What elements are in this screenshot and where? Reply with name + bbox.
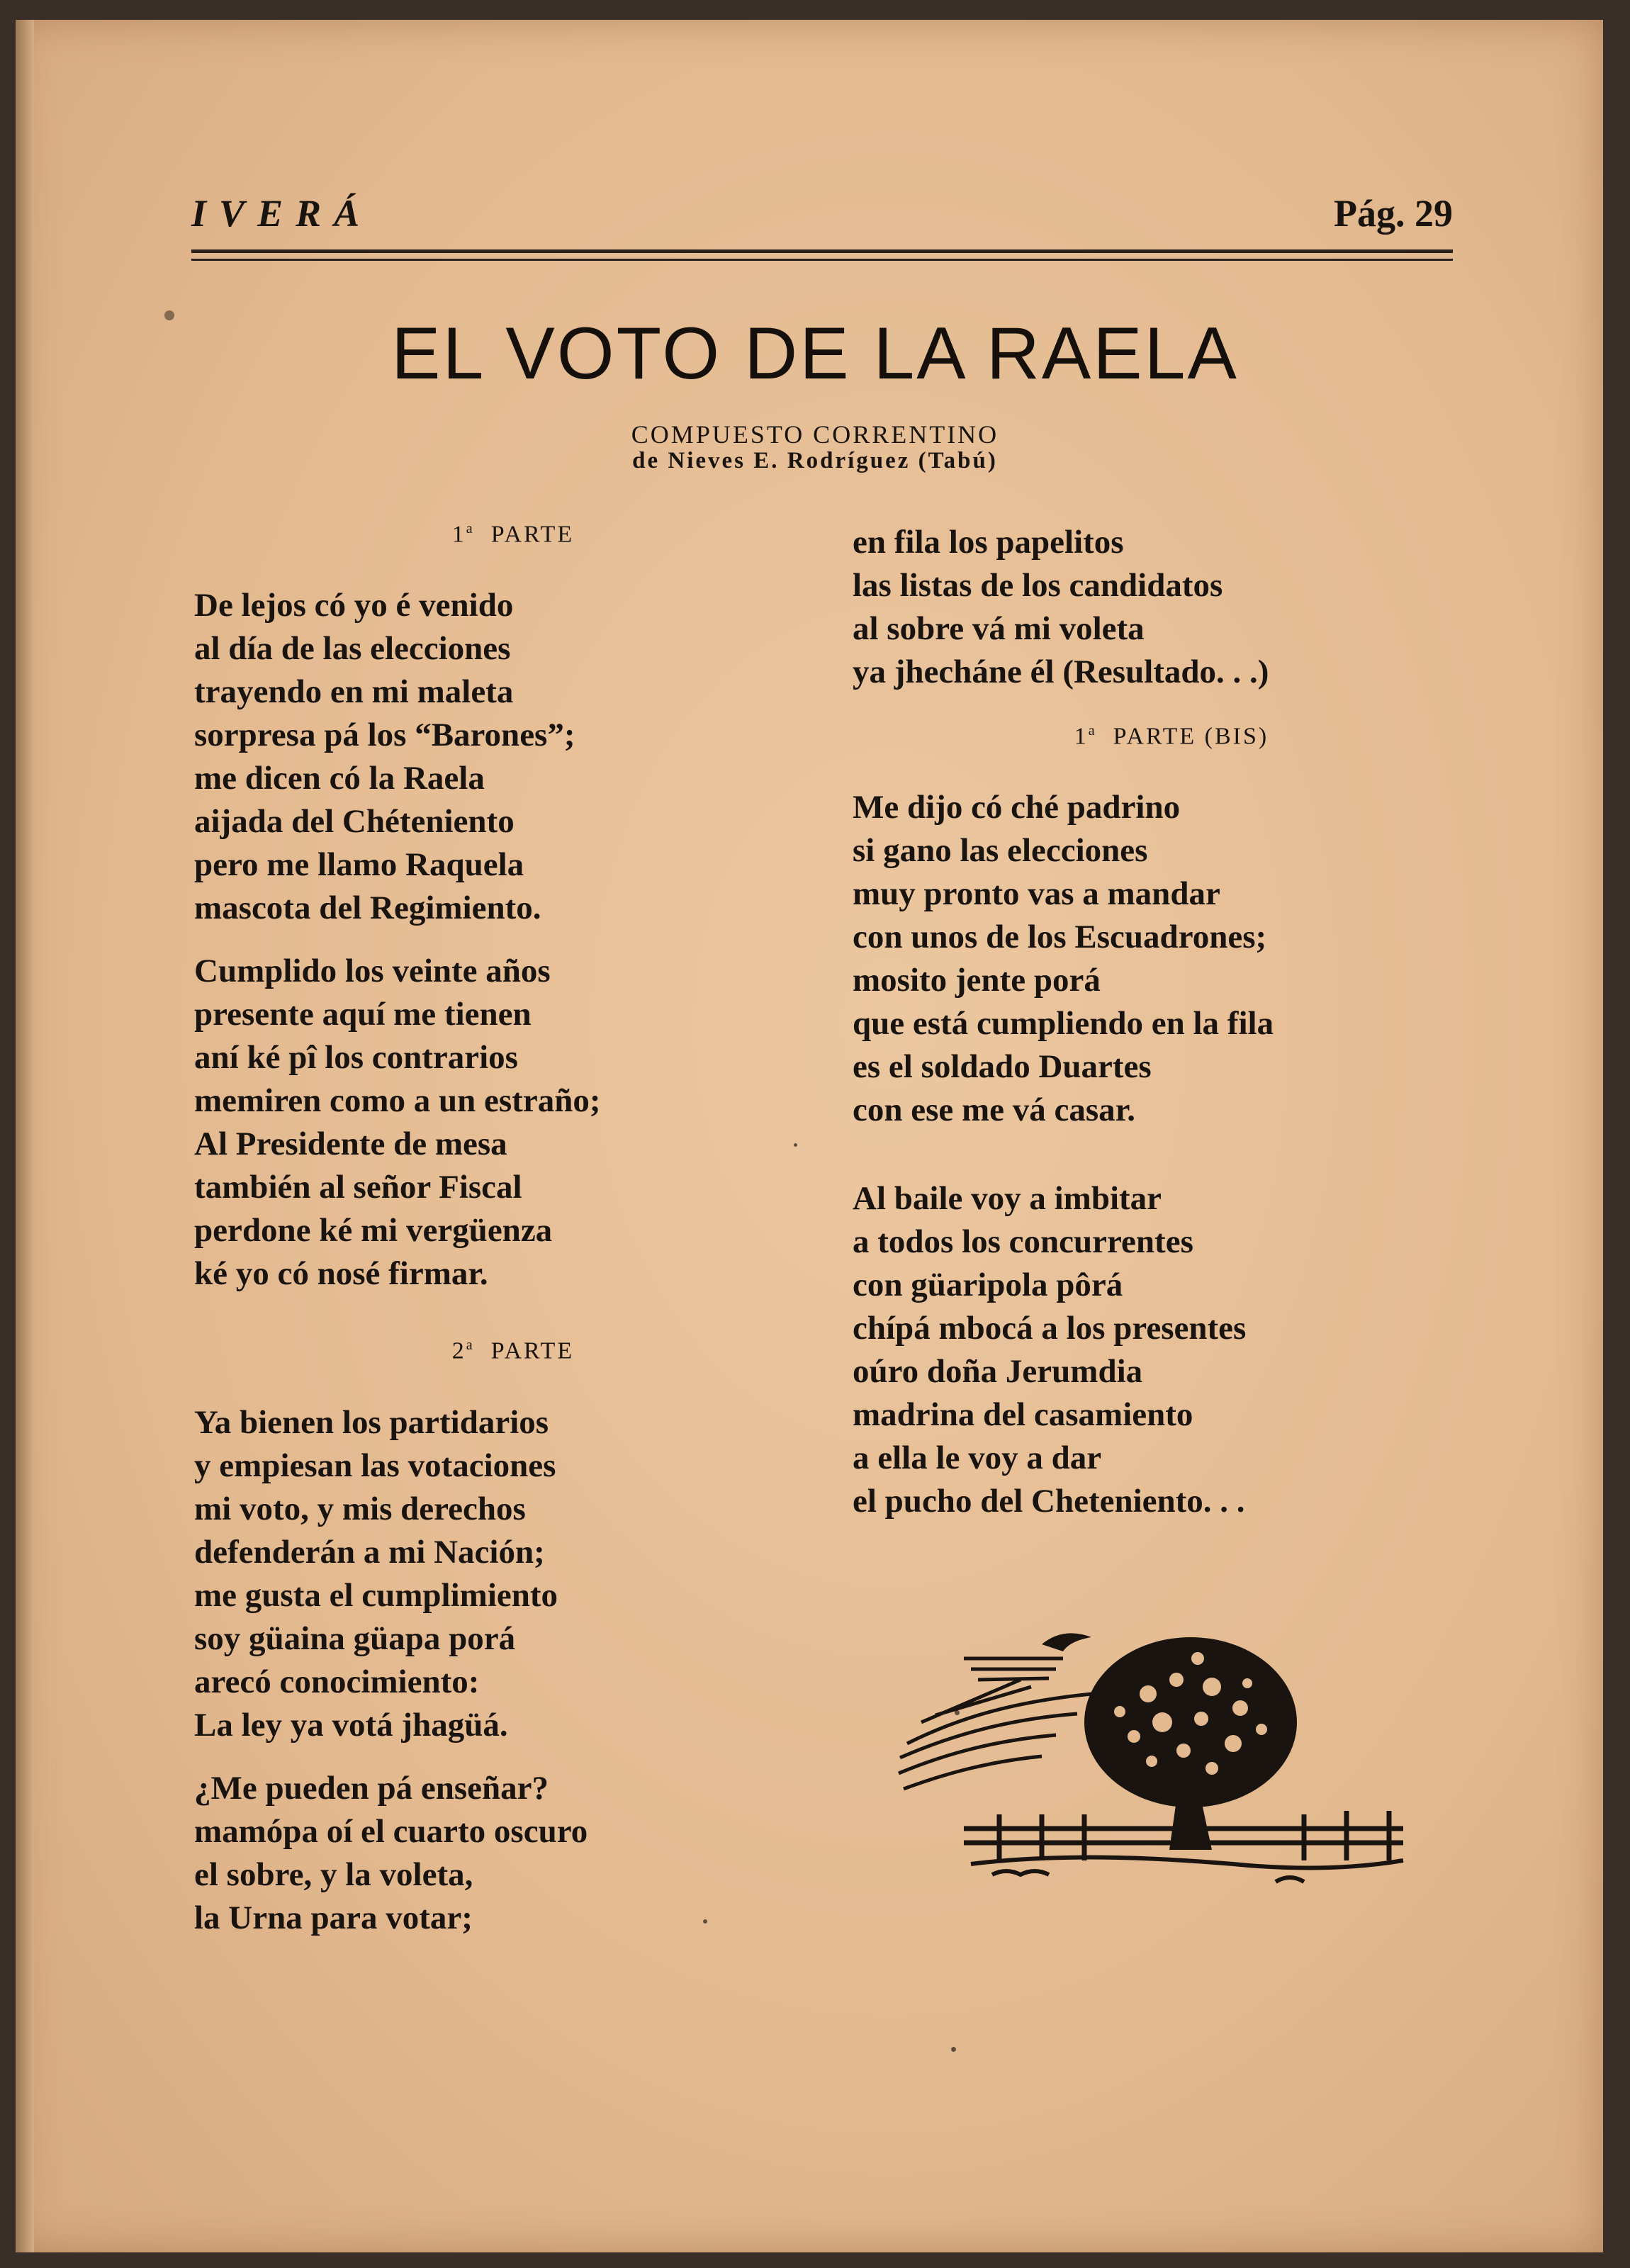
- wind-lines-icon: [899, 1658, 1091, 1789]
- verse-line: soy güaina güapa porá: [194, 1619, 516, 1657]
- verse-line: De lejos có yo é venido: [194, 587, 514, 624]
- stanza: [853, 521, 1490, 694]
- stanza: [194, 1401, 832, 1747]
- verse-line: presente aquí me tienen: [194, 996, 532, 1033]
- verse-line: las listas de los candidatos: [853, 567, 1223, 604]
- poem-author: de Nieves E. Rodríguez (Tabú): [632, 448, 998, 473]
- heading-ordinal-suffix: a: [1088, 723, 1097, 739]
- verse-line: a todos los concurrentes: [853, 1223, 1193, 1261]
- verse-line: Cumplido los veinte años: [194, 953, 551, 990]
- verse-line: Me dijo có ché padrino: [853, 789, 1181, 826]
- verse-line: ya jhecháne él (Resultado. . .): [853, 653, 1269, 690]
- section-heading-part-2: [194, 1331, 832, 1365]
- heading-ordinal: 2: [451, 1337, 466, 1364]
- verse-line: aní ké pî los contrarios: [194, 1039, 518, 1077]
- verse-line: aijada del Chéteniento: [194, 803, 515, 841]
- heading-label: PARTE: [490, 521, 575, 548]
- poem-title: EL VOTO DE LA RAELA: [391, 313, 1239, 395]
- verse-line: mosito jente porá: [853, 962, 1101, 999]
- header-rule: [191, 249, 1453, 253]
- verse-line: si gano las elecciones: [853, 832, 1148, 870]
- verse-line: mamópa oí el cuarto oscuro: [194, 1812, 588, 1850]
- verse-line: en fila los papelitos: [853, 524, 1124, 561]
- verse-line: el sobre, y la voleta,: [194, 1856, 473, 1893]
- verse-line: memiren como a un estraño;: [194, 1082, 601, 1120]
- verse-line: me dicen có la Raela: [194, 760, 485, 797]
- magazine-title: IVERÁ: [191, 192, 373, 235]
- verse-line: perdone ké mi vergüenza: [194, 1212, 553, 1250]
- verse-line: con güaripola pôrá: [853, 1267, 1123, 1304]
- verse-line: muy pronto vas a mandar: [853, 875, 1220, 913]
- page-number: Pág. 29: [1334, 192, 1453, 235]
- ink-speck: [951, 2047, 956, 2052]
- heading-ordinal: 1: [451, 521, 466, 548]
- running-head: [191, 191, 1453, 241]
- verse-line: y empiesan las votaciones: [194, 1447, 556, 1484]
- heading-label: PARTE: [490, 1337, 575, 1364]
- heading-ordinal-suffix: a: [466, 521, 475, 537]
- verse-line: chípá mbocá a los presentes: [853, 1310, 1247, 1347]
- section-heading-part-1: [194, 515, 832, 549]
- header-rule: [191, 259, 1453, 261]
- verse-line: oúro doña Jerumdia: [853, 1353, 1143, 1391]
- heading-ordinal-suffix: a: [466, 1337, 475, 1354]
- verse-line: Al baile voy a imbitar: [853, 1180, 1162, 1218]
- verse-line: me gusta el cumplimiento: [194, 1576, 558, 1614]
- verse-line: La ley ya votá jhagüá.: [194, 1706, 508, 1744]
- verse-line: también al señor Fiscal: [194, 1169, 522, 1206]
- bird-icon: [1042, 1633, 1091, 1651]
- verse-line: Al Presidente de mesa: [194, 1125, 507, 1163]
- verse-line: sorpresa pá los “Barones”;: [194, 717, 575, 754]
- verse-line: al día de las elecciones: [194, 630, 511, 668]
- right-column: [853, 521, 1490, 1523]
- verse-line: con ese me vá casar.: [853, 1091, 1135, 1129]
- verse-line: es el soldado Duartes: [853, 1048, 1152, 1086]
- verse-line: que está cumpliendo en la fila: [853, 1005, 1274, 1043]
- verse-line: mascota del Regimiento.: [194, 889, 541, 927]
- section-heading-part-1-bis: [853, 717, 1490, 751]
- verse-line: ¿Me pueden pá enseñar?: [194, 1769, 549, 1807]
- verse-line: a ella le voy a dar: [853, 1439, 1102, 1477]
- verse-line: madrina del casamiento: [853, 1396, 1193, 1434]
- stanza: [194, 1767, 832, 1940]
- stanza: [194, 584, 832, 930]
- heading-ordinal: 1: [1074, 723, 1089, 750]
- verse-line: trayendo en mi maleta: [194, 673, 514, 711]
- verse-line: al sobre vá mi voleta: [853, 610, 1145, 647]
- heading-label: PARTE (BIS): [1113, 723, 1269, 750]
- stanza: [853, 1177, 1490, 1523]
- verse-line: arecó conocimiento:: [194, 1663, 480, 1700]
- verse-line: ké yo có nosé firmar.: [194, 1255, 488, 1293]
- stanza: [194, 950, 832, 1296]
- verse-line: el pucho del Cheteniento. . .: [853, 1483, 1245, 1520]
- poem-subtitle: COMPUESTO CORRENTINO: [631, 420, 999, 449]
- ground-icon: [971, 1858, 1403, 1882]
- left-column: [194, 515, 832, 1940]
- verse-line: mi voto, y mis derechos: [194, 1490, 526, 1527]
- verse-line: pero me llamo Raquela: [194, 846, 524, 884]
- verse-line: defenderán a mi Nación;: [194, 1533, 545, 1571]
- verse-line: Ya bienen los partidarios: [194, 1403, 549, 1441]
- stanza: [853, 786, 1490, 1132]
- tree-fence-vignette: [879, 1616, 1417, 1899]
- verse-line: con unos de los Escuadrones;: [853, 919, 1267, 956]
- tree-icon: [1084, 1637, 1297, 1850]
- verse-line: la Urna para votar;: [194, 1899, 473, 1936]
